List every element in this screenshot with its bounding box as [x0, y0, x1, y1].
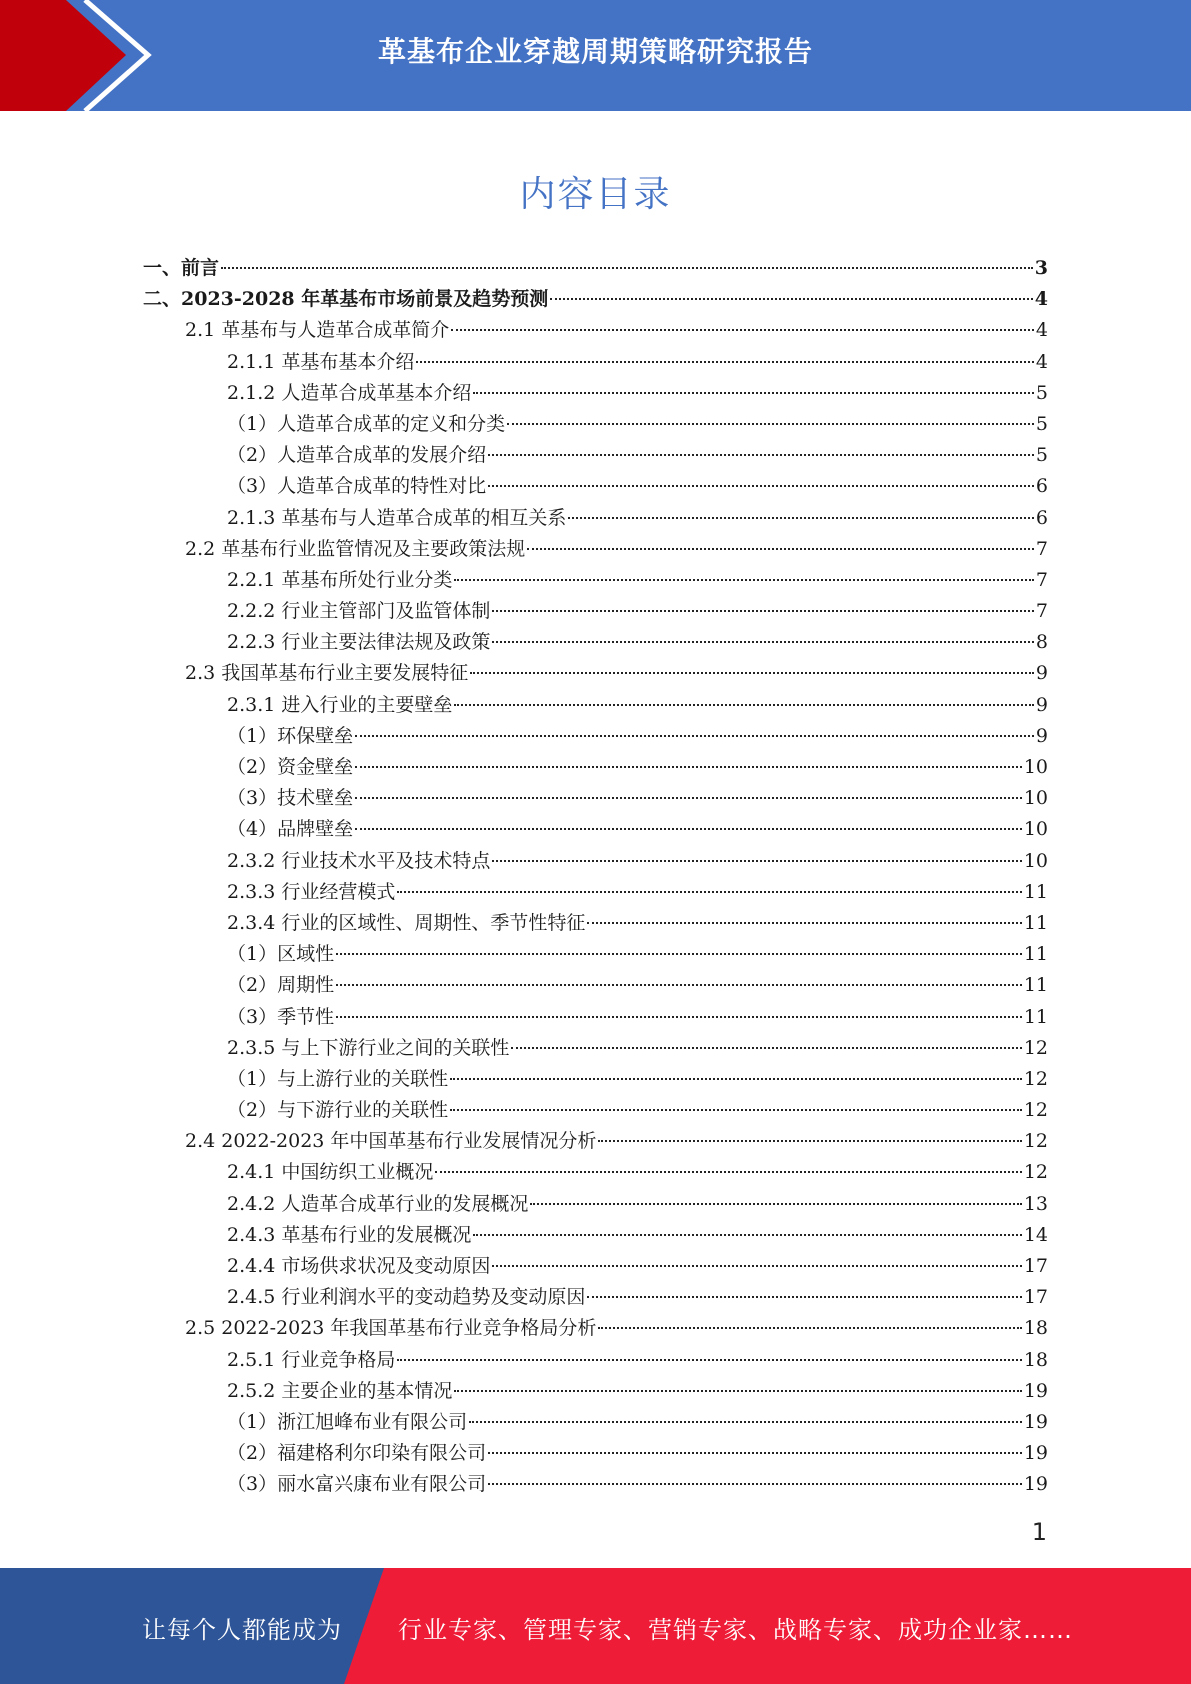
toc-heading: 内容目录 — [519, 174, 672, 215]
toc-dot-leader — [397, 1359, 1021, 1361]
toc-entry-page: 9 — [1035, 693, 1048, 716]
toc-entry[interactable] — [143, 627, 1048, 658]
toc-entry-page: 12 — [1023, 1036, 1048, 1059]
toc-entry[interactable] — [143, 409, 1048, 440]
toc-entry-page: 10 — [1023, 756, 1048, 778]
toc-entry[interactable] — [143, 908, 1048, 939]
toc-entry[interactable] — [143, 1345, 1048, 1376]
toc-entry-label: （3）季节性 — [227, 1005, 335, 1028]
toc-entry-label: （2）人造革合成革的发展介绍 — [227, 444, 487, 467]
toc-entry-label: （1）与上游行业的关联性 — [227, 1067, 449, 1090]
toc-dot-leader — [473, 1234, 1021, 1236]
toc-entry[interactable] — [143, 846, 1048, 877]
toc-entry[interactable] — [143, 565, 1048, 596]
toc-dot-leader — [492, 641, 1034, 643]
toc-entry-label: 2.4.2 人造革合成革行业的发展概况 — [227, 1192, 529, 1215]
toc-entry-label: 2.3.2 行业技术水平及技术特点 — [227, 849, 491, 872]
toc-entry[interactable] — [143, 1313, 1048, 1344]
toc-entry-label: （2）福建格利尔印染有限公司 — [227, 1442, 487, 1465]
toc-entry[interactable] — [143, 503, 1048, 534]
footer-banner — [0, 1568, 1191, 1684]
toc-dot-leader — [598, 1327, 1021, 1329]
toc-entry-page: 3 — [1034, 257, 1048, 279]
toc-entry-page: 10 — [1023, 849, 1048, 872]
toc-dot-leader — [336, 984, 1022, 986]
toc-entry-page: 19 — [1023, 1410, 1048, 1433]
toc-entry-page: 12 — [1023, 1161, 1048, 1184]
toc-entry-page: 7 — [1035, 537, 1048, 560]
toc-entry[interactable] — [143, 1189, 1048, 1220]
toc-entry-label: 2.2.3 行业主要法律法规及政策 — [227, 631, 491, 654]
footer-slogan-left: 让每个人都能成为 — [142, 1616, 342, 1644]
toc-entry-page: 4 — [1034, 288, 1048, 311]
toc-dot-leader — [507, 423, 1034, 425]
toc-dot-leader — [469, 1421, 1022, 1423]
toc-dot-leader — [587, 1296, 1021, 1298]
toc-entry-label: （1）环保壁垒 — [227, 724, 354, 747]
toc-entry[interactable] — [143, 1251, 1048, 1282]
toc-entry[interactable] — [143, 378, 1048, 409]
toc-entry-label: （3）技术壁垒 — [227, 787, 354, 810]
toc-entry-label: （3）人造革合成革的特性对比 — [227, 475, 487, 498]
toc-entry[interactable] — [143, 1282, 1048, 1313]
toc-entry-page: 19 — [1023, 1442, 1048, 1465]
toc-dot-leader — [492, 1265, 1021, 1267]
toc-entry-page: 19 — [1023, 1379, 1048, 1402]
toc-dot-leader — [355, 828, 1022, 830]
toc-entry-label: 2.4.5 行业利润水平的变动趋势及变动原因 — [227, 1286, 586, 1309]
toc-entry-label: 2.2 革基布行业监管情况及主要政策法规 — [185, 537, 526, 560]
toc-entry-label: 2.2.1 革基布所处行业分类 — [227, 568, 453, 591]
toc-entry-label: 2.4 2022-2023 年中国革基布行业发展情况分析 — [185, 1130, 597, 1153]
toc-entry[interactable] — [143, 1376, 1048, 1407]
toc-entry-page: 17 — [1023, 1286, 1048, 1309]
toc-dot-leader — [488, 1452, 1022, 1454]
toc-entry-page: 12 — [1023, 1130, 1048, 1153]
toc-dot-leader — [488, 485, 1034, 487]
toc-entry-label: 2.4.3 革基布行业的发展概况 — [227, 1223, 472, 1246]
toc-dot-leader — [355, 766, 1022, 768]
toc-entry-page: 5 — [1035, 444, 1048, 467]
toc-entry[interactable] — [143, 1407, 1048, 1438]
toc-entry-page: 11 — [1023, 974, 1048, 997]
toc-entry-page: 11 — [1023, 911, 1048, 934]
toc-entry-label: （1）区域性 — [227, 943, 335, 966]
toc-dot-leader — [473, 392, 1034, 394]
toc-entry-page: 6 — [1035, 475, 1048, 498]
toc-dot-leader — [470, 672, 1034, 674]
toc-dot-leader — [492, 860, 1021, 862]
toc-entry-page: 12 — [1023, 1067, 1048, 1090]
toc-entry-label: （2）周期性 — [227, 974, 335, 997]
toc-entry-page: 11 — [1023, 943, 1048, 966]
toc-entry-page: 4 — [1035, 350, 1048, 373]
toc-dot-leader — [355, 735, 1034, 737]
toc-dot-leader — [587, 922, 1021, 924]
toc-entry-label: 2.3 我国革基布行业主要发展特征 — [185, 662, 469, 685]
toc-entry-page: 13 — [1023, 1192, 1048, 1215]
toc-entry-page: 7 — [1035, 600, 1048, 623]
toc-entry[interactable] — [143, 939, 1048, 970]
toc-entry[interactable] — [143, 970, 1048, 1001]
toc-entry-label: 2.3.1 进入行业的主要壁垒 — [227, 693, 453, 716]
toc-entry[interactable] — [143, 814, 1048, 845]
toc-dot-leader — [454, 579, 1034, 581]
toc-entry[interactable] — [143, 440, 1048, 471]
header-banner — [0, 0, 1191, 111]
toc-entry-page: 4 — [1035, 319, 1048, 342]
toc-entry-page: 9 — [1035, 724, 1048, 747]
toc-entry[interactable] — [143, 534, 1048, 565]
toc-entry[interactable] — [143, 1157, 1048, 1188]
toc-entry-label: 2.5.1 行业竞争格局 — [227, 1348, 396, 1371]
toc-entry-label: （1）人造革合成革的定义和分类 — [227, 412, 506, 435]
toc-entry-label: （2）资金壁垒 — [227, 756, 354, 778]
toc-entry-page: 14 — [1023, 1223, 1048, 1246]
report-title: 革基布企业穿越周期策略研究报告 — [377, 35, 813, 68]
toc-entry-page: 11 — [1023, 880, 1048, 903]
toc-dot-leader — [450, 1109, 1022, 1111]
toc-entry[interactable] — [143, 1220, 1048, 1251]
toc-dot-leader — [221, 267, 1033, 269]
toc-entry-page: 9 — [1035, 662, 1048, 685]
toc-dot-leader — [598, 1140, 1021, 1142]
toc-entry-page: 10 — [1023, 787, 1048, 810]
toc-entry[interactable] — [143, 1002, 1048, 1033]
toc-entry[interactable] — [143, 1033, 1048, 1064]
toc-entry-label: 2.3.4 行业的区域性、周期性、季节性特征 — [227, 911, 586, 934]
toc-entry[interactable] — [143, 752, 1048, 783]
toc-entry[interactable] — [143, 658, 1048, 689]
toc-entry[interactable] — [143, 471, 1048, 502]
toc-entry-page: 10 — [1023, 818, 1048, 841]
toc-entry-label: 2.5.2 主要企业的基本情况 — [227, 1379, 453, 1402]
toc-entry-label: 2.5 2022-2023 年我国革基布行业竞争格局分析 — [185, 1317, 597, 1340]
toc-entry-page: 5 — [1035, 381, 1048, 404]
toc-entry-label: 2.3.5 与上下游行业之间的关联性 — [227, 1036, 510, 1059]
toc-entry-label: 2.3.3 行业经营模式 — [227, 880, 396, 903]
toc-dot-leader — [492, 610, 1034, 612]
footer-slogan-right: 行业专家、管理专家、营销专家、战略专家、成功企业家…… — [398, 1616, 1073, 1644]
toc-entry-label: 2.4.4 市场供求状况及变动原因 — [227, 1255, 491, 1277]
toc-dot-leader — [336, 1016, 1022, 1018]
toc-entry-label: 2.4.1 中国纺织工业概况 — [227, 1161, 434, 1184]
toc-dot-leader — [451, 329, 1034, 331]
toc-entry-label: （4）品牌壁垒 — [227, 818, 354, 841]
toc-dot-leader — [454, 1390, 1021, 1392]
toc-dot-leader — [488, 454, 1034, 456]
toc-entry-page: 7 — [1035, 568, 1048, 591]
toc-dot-leader — [435, 1171, 1021, 1173]
toc-entry-page: 8 — [1035, 631, 1048, 654]
toc-dot-leader — [450, 1078, 1022, 1080]
toc-entry[interactable] — [143, 690, 1048, 721]
toc-entry[interactable] — [143, 1126, 1048, 1157]
toc-dot-leader — [397, 891, 1021, 893]
toc-entry-label: 2.1.1 革基布基本介绍 — [227, 350, 415, 373]
toc-entry[interactable] — [143, 1095, 1048, 1126]
toc-entry-page: 17 — [1023, 1255, 1048, 1277]
toc-entry-label: 2.1.3 革基布与人造革合成革的相互关系 — [227, 506, 567, 529]
toc-dot-leader — [550, 298, 1033, 300]
toc-entry-page: 19 — [1023, 1473, 1048, 1496]
toc-dot-leader — [454, 704, 1034, 706]
toc-dot-leader — [416, 361, 1034, 363]
toc-entry-page: 5 — [1035, 412, 1048, 435]
toc-entry[interactable] — [143, 1469, 1048, 1500]
toc-entry[interactable] — [143, 1438, 1048, 1469]
toc-dot-leader — [530, 1203, 1021, 1205]
toc-dot-leader — [336, 953, 1022, 955]
page-number: 1 — [1031, 1518, 1047, 1546]
toc-entry-page: 18 — [1023, 1348, 1048, 1371]
toc-entry-label: 2.2.2 行业主管部门及监管体制 — [227, 600, 491, 623]
toc-dot-leader — [568, 517, 1034, 519]
toc-entry-page: 6 — [1035, 506, 1048, 529]
toc-entry-page: 11 — [1023, 1005, 1048, 1028]
toc-entry[interactable] — [143, 284, 1048, 315]
toc-entry[interactable] — [143, 596, 1048, 627]
toc-entry-page: 18 — [1023, 1317, 1048, 1340]
toc-dot-leader — [527, 548, 1034, 550]
toc-entry-label: （1）浙江旭峰布业有限公司 — [227, 1410, 468, 1433]
toc-entry-label: 2.1 革基布与人造革合成革简介 — [185, 319, 450, 342]
toc-entry-label: （3）丽水富兴康布业有限公司 — [227, 1473, 487, 1496]
toc-entry-page: 12 — [1023, 1099, 1048, 1122]
toc-dot-leader — [488, 1483, 1022, 1485]
toc-entry-label: 2.1.2 人造革合成革基本介绍 — [227, 381, 472, 404]
toc-dot-leader — [511, 1047, 1021, 1049]
toc-entry[interactable] — [143, 1064, 1048, 1095]
toc-entry[interactable] — [143, 877, 1048, 908]
toc-entry[interactable] — [143, 783, 1048, 814]
table-of-contents — [143, 253, 1048, 1501]
toc-entry[interactable] — [143, 721, 1048, 752]
toc-entry[interactable] — [143, 315, 1048, 346]
toc-dot-leader — [355, 797, 1022, 799]
toc-entry-label: 一、前言 — [143, 257, 220, 279]
toc-entry[interactable] — [143, 253, 1048, 284]
toc-entry-label: （2）与下游行业的关联性 — [227, 1099, 449, 1122]
toc-entry[interactable] — [143, 347, 1048, 378]
toc-entry-label: 二、2023-2028 年革基布市场前景及趋势预测 — [143, 288, 549, 311]
